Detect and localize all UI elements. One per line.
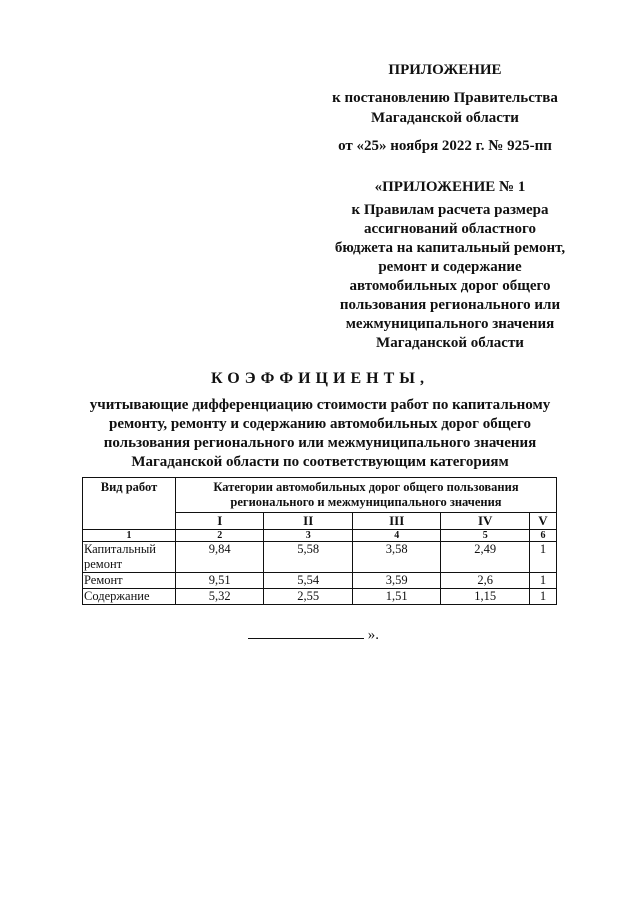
appendix1-line: пользования регионального или	[339, 297, 561, 313]
table-row	[83, 589, 557, 605]
column-number-row	[83, 530, 557, 542]
appendix-header	[300, 60, 590, 156]
column-number: 5	[441, 530, 530, 542]
category-cell: I	[176, 513, 264, 530]
table-cell: 9,51	[176, 573, 264, 589]
table-header-row	[83, 478, 557, 513]
row-label: Капитальный ремонт	[83, 542, 176, 573]
appendix1-line: межмуниципального значения	[345, 316, 555, 332]
table-cell: 2,6	[441, 573, 530, 589]
table-cell: 1,51	[352, 589, 440, 605]
category-cell: IV	[441, 513, 530, 530]
appendix1-line: ремонт и содержание	[378, 259, 522, 275]
row-label: Ремонт	[83, 573, 176, 589]
appendix1-line: Магаданской области	[376, 335, 524, 351]
table-cell: 1	[530, 573, 557, 589]
table-cell: 1	[530, 589, 557, 605]
column-number: 3	[264, 530, 352, 542]
coefficients-subtitle	[80, 396, 560, 472]
category-cell: II	[264, 513, 352, 530]
column-number: 1	[83, 530, 176, 542]
appendix-line-1: к постановлению Правительства	[332, 90, 558, 106]
coefficients-title: КОЭФФИЦИЕНТЫ,	[211, 370, 429, 387]
appendix1-line: к Правилам расчета размера	[351, 202, 549, 218]
table-cell: 3,58	[352, 542, 440, 573]
subtitle-line: ремонту, ремонту и содержанию автомобильных дорог общего	[109, 416, 531, 432]
appendix1-header	[305, 178, 595, 353]
table-cell: 5,58	[264, 542, 352, 573]
work-type-header: Вид работ	[83, 478, 176, 530]
appendix1-line: автомобильных дорог общего	[349, 278, 551, 294]
table-cell: 3,59	[352, 573, 440, 589]
table-cell: 2,55	[264, 589, 352, 605]
subtitle-line: учитывающие дифференциацию стоимости работ по капитальному	[89, 397, 551, 413]
table-row	[83, 542, 557, 573]
table-cell: 1,15	[441, 589, 530, 605]
appendix1-line: ассигнований областного	[364, 221, 536, 237]
signature-line	[248, 624, 364, 639]
table-cell: 9,84	[176, 542, 264, 573]
table-row	[83, 573, 557, 589]
category-cell: III	[352, 513, 440, 530]
appendix-line-3: от «25» ноября 2022 г. № 925-пп	[338, 138, 552, 154]
category-group-header: Категории автомобильных дорог общего пользования регионального и межмуниципального значения	[176, 478, 557, 513]
closing-mark	[248, 624, 379, 644]
subtitle-line: Магаданской области по соответствующим категориям	[131, 454, 509, 470]
column-number: 6	[530, 530, 557, 542]
appendix1-line: бюджета на капитальный ремонт,	[334, 240, 566, 256]
subtitle-line: пользования регионального или межмуниципального значения	[103, 435, 537, 451]
row-label: Содержание	[83, 589, 176, 605]
category-cell: V	[530, 513, 557, 530]
closing-quote: ».	[367, 627, 379, 643]
appendix1-title: «ПРИЛОЖЕНИЕ № 1	[374, 179, 526, 195]
appendix-line-2: Магаданской области	[371, 110, 519, 126]
table-cell: 5,54	[264, 573, 352, 589]
coefficients-table	[82, 477, 557, 605]
table-cell: 2,49	[441, 542, 530, 573]
table-cell: 5,32	[176, 589, 264, 605]
table-cell: 1	[530, 542, 557, 573]
appendix-title: ПРИЛОЖЕНИЕ	[388, 62, 502, 78]
column-number: 4	[352, 530, 440, 542]
column-number: 2	[176, 530, 264, 542]
